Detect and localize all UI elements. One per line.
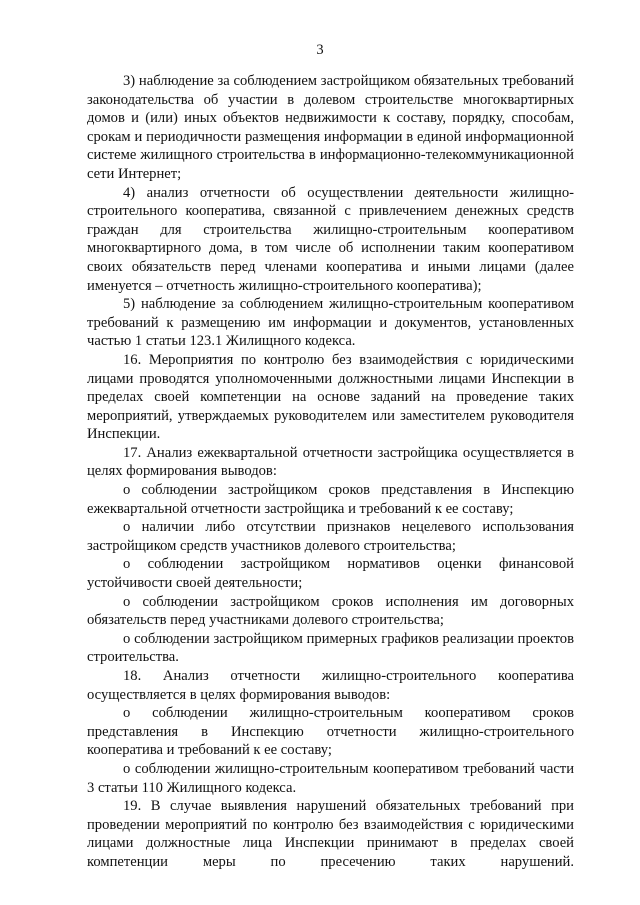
paragraph-18-conclusion-2: о соблюдении жилищно-строительным кооперативом требований части 3 статьи 110 Жилищного кодекса. <box>87 760 574 796</box>
paragraph-16: 16. Мероприятия по контролю без взаимодействия с юридическими лицами проводятся уполномоченными должностными лицами Инспекции в пределах своей компетенции на основе заданий на проведение таких мероприятий, утверждаемых руководителем или заместителем руководителя Инспекции. <box>87 351 574 443</box>
paragraph-17: 17. Анализ ежеквартальной отчетности застройщика осуществляется в целях формирования выводов: <box>87 444 574 480</box>
paragraph-17-conclusion-4: о соблюдении застройщиком сроков исполнения им договорных обязательств перед участниками долевого строительства; <box>87 593 574 629</box>
paragraph-item-5: 5) наблюдение за соблюдением жилищно-строительным кооперативом требований к размещению им информации и документов, установленных частью 1 статьи 123.1 Жилищного кодекса. <box>87 296 574 350</box>
paragraph-17-conclusion-3: о соблюдении застройщиком нормативов оценки финансовой устойчивости своей деятельности; <box>87 556 574 592</box>
paragraph-item-3: 3) наблюдение за соблюдением застройщиком обязательных требований законодательства об участии в долевом строительстве многоквартирных домов и (или) иных объектов недвижимости к составу, порядку, способам, срокам и периодичности размещения информации в единой информационной системе жилищного строительства в информационно-телекоммуникационной сети Интернет; <box>87 73 574 182</box>
paragraph-item-4: 4) анализ отчетности об осуществлении деятельности жилищно-строительного кооператива, связанной с привлечением денежных средств граждан для строительства жилищно-строительным кооперативом многоквартирного дома, в том числе об исполнении таким кооперативом своих обязательств перед членами кооператива и иными лицами (далее именуется – отчетность жилищно-строительного кооператива); <box>87 184 574 294</box>
paragraph-17-conclusion-2: о наличии либо отсутствии признаков нецелевого использования застройщиком средств участников долевого строительства; <box>87 519 574 554</box>
paragraph-18: 18. Анализ отчетности жилищно-строительного кооператива осуществляется в целях формирования выводов: <box>87 668 574 703</box>
paragraph-19: 19. В случае выявления нарушений обязательных требований при проведении мероприятий по контролю без взаимодействия с юридическими лицами должностные лица Инспекции принимают в пределах своей компетенции меры по пресечению таких нарушений. <box>87 798 574 870</box>
paragraph-17-conclusion-1: о соблюдении застройщиком сроков представления в Инспекцию ежеквартальной отчетности застройщика и требований к ее составу; <box>87 482 574 517</box>
paragraph-17-conclusion-5: о соблюдении застройщиком примерных графиков реализации проектов строительства. <box>87 630 574 666</box>
document-body <box>87 72 574 872</box>
paragraph-18-conclusion-1: о соблюдении жилищно-строительным кооперативом сроков представления в Инспекцию отчетности жилищно-строительного кооператива и требований к ее составу; <box>87 705 574 759</box>
page-number: 3 <box>316 42 324 58</box>
